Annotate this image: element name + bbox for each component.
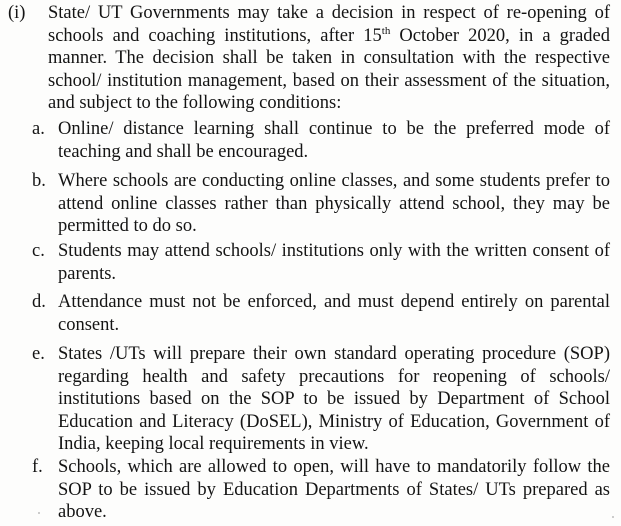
- condition-text: Where schools are conducting online classes, and some students prefer to attend online classes rather than physically attend school, they may be permitted to do so.: [58, 171, 610, 236]
- intro-text-part-1: State/ UT Governments may take a decision in respect of re-opening of schools and coaching institutions, after 15: [48, 3, 610, 46]
- condition-marker: c.: [32, 241, 45, 261]
- clause-intro-paragraph: [48, 2, 610, 115]
- condition-marker: a.: [32, 119, 45, 139]
- condition-marker: b.: [32, 171, 46, 191]
- scan-speck: [38, 512, 40, 514]
- scan-speck: [612, 516, 614, 518]
- condition-text: Students may attend schools/ institutions only with the written consent of parents.: [58, 241, 610, 284]
- condition-text: States /UTs will prepare their own standard operating procedure (SOP) regarding health and safety precautions for reopening of schools/ institutions based on the SOP to be issued by Department of School Education and Literacy (DoSEL), Ministry of Education, Government of India, keeping local requirements in view.: [58, 344, 610, 454]
- condition-text: Attendance must not be enforced, and must depend entirely on parental consent.: [58, 292, 610, 335]
- condition-marker: d.: [32, 292, 46, 312]
- condition-text: Online/ distance learning shall continue to be the preferred mode of teaching and shall be encouraged.: [58, 119, 610, 162]
- ordinal-suffix: th: [381, 24, 391, 37]
- condition-marker: e.: [32, 344, 45, 364]
- condition-text: Schools, which are allowed to open, will have to mandatorily follow the SOP to be issued by Education Departments of States/ UTs prepared as above.: [58, 457, 610, 522]
- condition-marker: f.: [32, 457, 43, 477]
- intro-text-part-2: October 2020, in a graded manner. The decision shall be taken in consultation with the respective school/ institution management, based on their assessment of the situation, and subject to the following conditions:: [48, 25, 610, 113]
- clause-marker: (i): [8, 3, 26, 23]
